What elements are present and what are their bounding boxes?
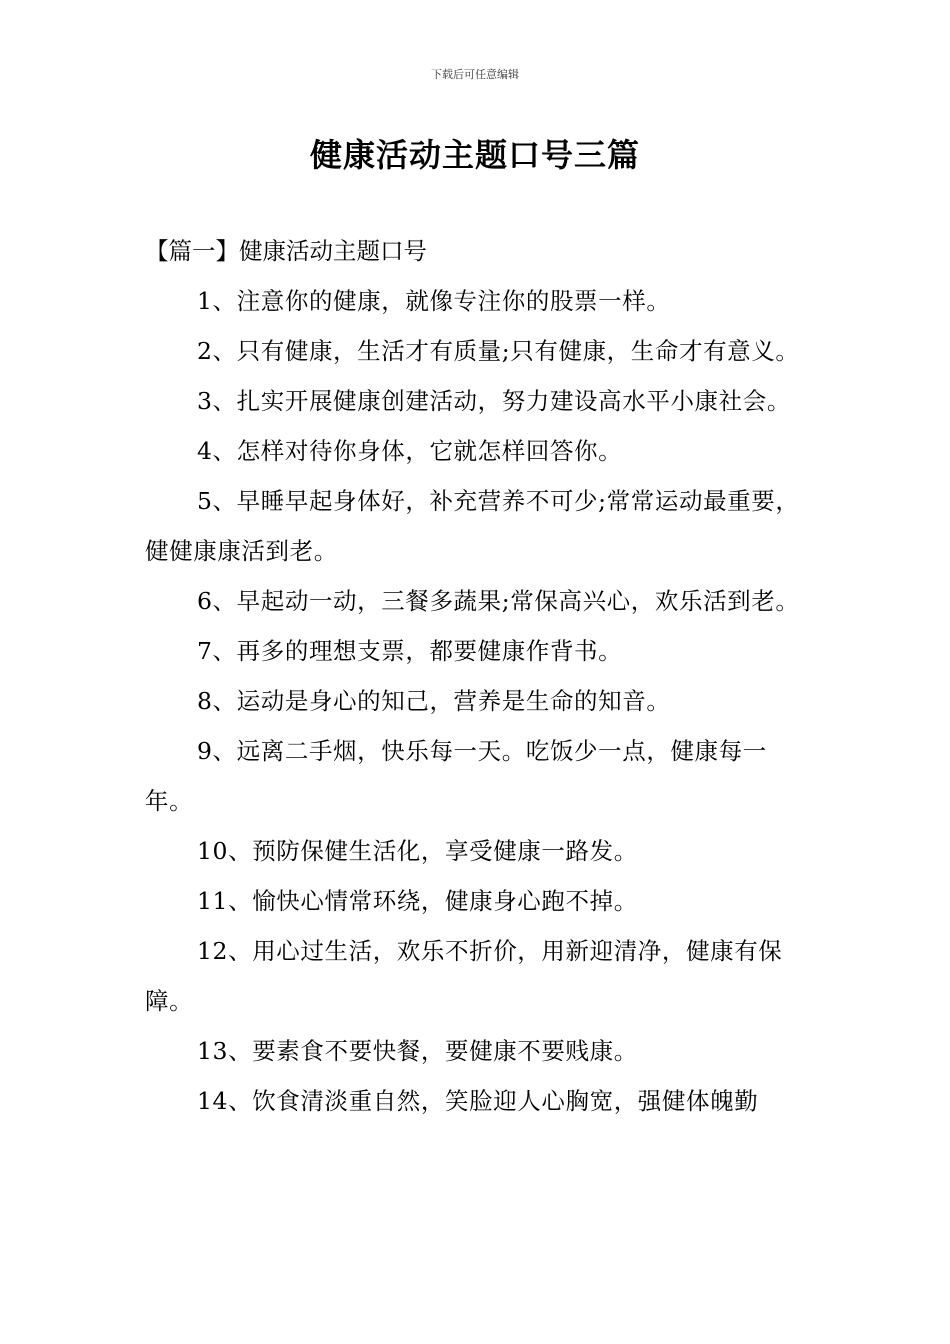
header-note: 下载后可任意编辑 bbox=[431, 68, 519, 81]
slogan-item-5: 5、早睡早起身体好，补充营养不可少;常常运动最重要，健健康康活到老。 bbox=[145, 487, 800, 565]
slogan-item-10: 10、预防保健生活化，享受健康一路发。 bbox=[197, 837, 638, 865]
slogan-item-8: 8、运动是身心的知己，营养是生命的知音。 bbox=[197, 687, 671, 715]
slogan-item-14: 14、饮食清淡重自然，笑脸迎人心胸宽，强健体魄勤 bbox=[197, 1087, 759, 1115]
slogan-item-1: 1、注意你的健康，就像专注你的股票一样。 bbox=[197, 287, 671, 315]
document-body bbox=[145, 226, 810, 1126]
section-heading: 【篇一】健康活动主题口号 bbox=[145, 237, 427, 265]
slogan-item-9: 9、远离二手烟，快乐每一天。吃饭少一点，健康每一年。 bbox=[145, 737, 767, 815]
slogan-item-2: 2、只有健康，生活才有质量;只有健康，生命才有意义。 bbox=[197, 337, 800, 365]
slogan-item-12: 12、用心过生活，欢乐不折价，用新迎清净，健康有保障。 bbox=[145, 937, 783, 1015]
slogan-item-11: 11、愉快心情常环绕，健康身心跑不掉。 bbox=[197, 887, 638, 915]
document-title: 健康活动主题口号三篇 bbox=[309, 136, 640, 174]
slogan-item-13: 13、要素食不要快餐，要健康不要贱康。 bbox=[197, 1037, 638, 1065]
slogan-item-7: 7、再多的理想支票，都要健康作背书。 bbox=[197, 637, 623, 665]
slogan-item-4: 4、怎样对待你身体，它就怎样回答你。 bbox=[197, 437, 623, 465]
slogan-item-3: 3、扎实开展健康创建活动，努力建设高水平小康社会。 bbox=[197, 387, 791, 415]
slogan-item-6: 6、早起动一动，三餐多蔬果;常保高兴心，欢乐活到老。 bbox=[197, 587, 800, 615]
